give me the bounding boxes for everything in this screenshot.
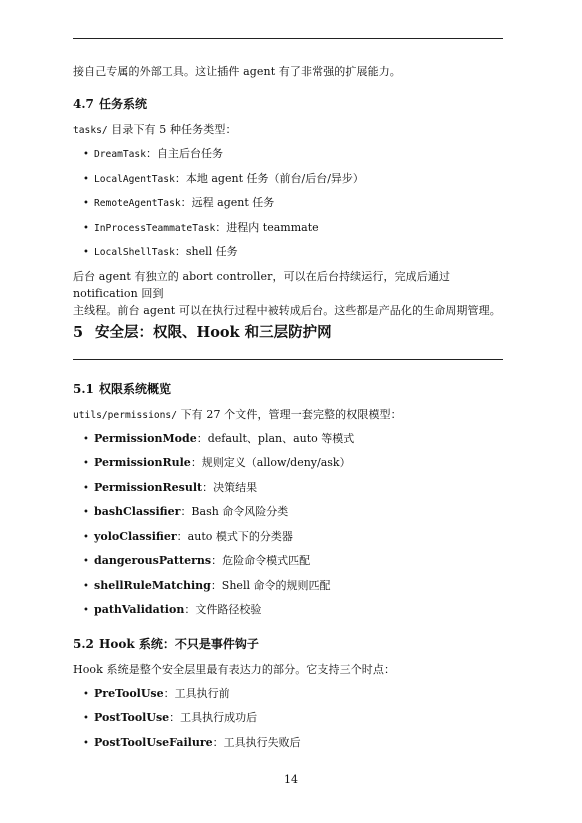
list-item-desc: ：自主后台任务 [145, 147, 223, 160]
list-item [83, 171, 364, 188]
lead-text: 目录下有 5 种任务类型： [107, 123, 237, 136]
section-title: 安全层：权限、Hook 和三层防护网 [95, 324, 332, 341]
list-item-desc: ：Bash 命令风险分类 [180, 505, 289, 518]
list-item-term: shellRuleMatching [94, 579, 211, 592]
section-number: 5 [73, 324, 84, 341]
list-item-desc: ：规则定义（allow/deny/ask） [190, 456, 351, 469]
bullet-icon: • [83, 483, 89, 494]
section-number: 5.2 [73, 637, 94, 651]
list-item [83, 553, 310, 570]
list-item-term: RemoteAgentTask [94, 198, 181, 209]
list-item-term: dangerousPatterns [94, 554, 212, 567]
list-item-desc: ：default、plan、auto 等模式 [196, 432, 355, 445]
list-item-desc: ：进程内 teammate [215, 221, 319, 234]
bullet-icon: • [83, 198, 89, 209]
list-item-term: LocalAgentTask [94, 174, 175, 185]
list-item [83, 244, 238, 261]
list-item [83, 220, 319, 237]
code-path: tasks/ [73, 125, 108, 136]
section-rule [73, 359, 503, 360]
list-item [83, 146, 223, 163]
list-item [83, 431, 354, 448]
list-item-term: InProcessTeammateTask [94, 223, 216, 234]
bullet-icon: • [83, 247, 89, 258]
list-item-term: PreToolUse [94, 687, 164, 700]
top-rule [73, 38, 503, 39]
section-5-1-heading [73, 381, 171, 397]
bullet-icon: • [83, 458, 89, 469]
list-item-desc: ：本地 agent 任务（前台/后台/异步） [174, 172, 364, 185]
list-item-desc: ：危险命令模式匹配 [211, 554, 311, 567]
bullet-icon: • [83, 434, 89, 445]
list-item-term: PermissionRule [94, 456, 191, 469]
paragraph-line: 主线程。前台 agent 可以在执行过程中被转成后台。这些都是产品化的生命周期管理。 [73, 304, 501, 317]
bullet-icon: • [83, 689, 89, 700]
list-item-term: PostToolUseFailure [94, 736, 213, 749]
bullet-icon: • [83, 532, 89, 543]
list-item-term: LocalShellTask [94, 247, 175, 258]
section-title: Hook 系统：不只是事件钩子 [99, 637, 259, 651]
section-4-7-heading [73, 96, 147, 112]
list-item-desc: ：工具执行前 [163, 687, 230, 700]
list-item-term: bashClassifier [94, 505, 181, 518]
list-item [83, 710, 257, 727]
list-item [83, 195, 274, 212]
list-item-term: DreamTask [94, 149, 146, 160]
section-number: 5.1 [73, 382, 94, 396]
bullet-icon: • [83, 605, 89, 616]
bullet-icon: • [83, 581, 89, 592]
section-title: 权限系统概览 [99, 382, 172, 396]
list-item-desc: ：shell 任务 [174, 245, 238, 258]
list-item-term: PermissionResult [94, 481, 203, 494]
bullet-icon: • [83, 556, 89, 567]
section-5-heading [73, 323, 332, 343]
list-item-term: PermissionMode [94, 432, 197, 445]
list-item-desc: ：工具执行成功后 [169, 711, 258, 724]
section-5-2-heading [73, 636, 259, 652]
bullet-icon: • [83, 713, 89, 724]
section-4-7-lead [73, 121, 503, 139]
list-item [83, 686, 230, 703]
list-item [83, 602, 261, 619]
page-number: 14 [284, 773, 298, 786]
bullet-icon: • [83, 149, 89, 160]
list-item [83, 480, 257, 497]
list-item [83, 529, 293, 546]
list-item-term: PostToolUse [94, 711, 170, 724]
section-5-1-lead [73, 406, 503, 424]
bullet-icon: • [83, 738, 89, 749]
intro-paragraph: 接自己专属的外部工具。这让插件 agent 有了非常强的扩展能力。 [73, 65, 401, 78]
paragraph-line: 后台 agent 有独立的 abort controller，可以在后台持续运行，完成后通过 notification 回到 [73, 270, 451, 300]
list-item-desc: ：文件路径校验 [184, 603, 262, 616]
list-item-desc: ：Shell 命令的规则匹配 [210, 579, 331, 592]
section-number: 4.7 [73, 97, 94, 111]
list-item [83, 735, 301, 752]
list-item-term: yoloClassifier [94, 530, 177, 543]
bullet-icon: • [83, 507, 89, 518]
list-item-desc: ：决策结果 [202, 481, 258, 494]
list-item [83, 578, 330, 595]
code-path: utils/permissions/ [73, 410, 177, 421]
section-5-2-lead: Hook 系统是整个安全层里最有表达力的部分。它支持三个时点： [73, 663, 396, 676]
section-4-7-paragraph [73, 268, 503, 319]
list-item-desc: ：远程 agent 任务 [180, 196, 275, 209]
list-item-desc: ：工具执行失败后 [212, 736, 301, 749]
list-item [83, 455, 351, 472]
bullet-icon: • [83, 174, 89, 185]
bullet-icon: • [83, 223, 89, 234]
lead-text: 下有 27 个文件，管理一套完整的权限模型： [176, 408, 402, 421]
list-item-desc: ：auto 模式下的分类器 [176, 530, 293, 543]
list-item [83, 504, 288, 521]
list-item-term: pathValidation [94, 603, 185, 616]
section-title: 任务系统 [99, 97, 148, 111]
